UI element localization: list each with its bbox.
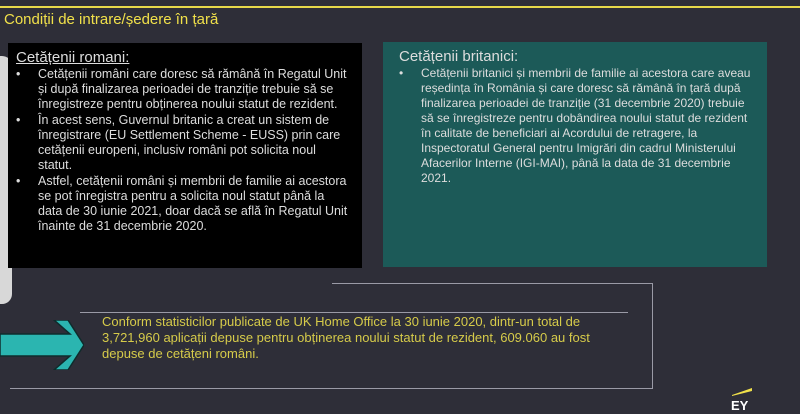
frame-line: [80, 312, 628, 313]
frame-line: [10, 388, 653, 389]
svg-text:EY: EY: [731, 398, 749, 412]
british-heading: Cetățenii britanici:: [399, 48, 519, 65]
list-item: • Cetățenii britanici și membrii de familie ai acestora care aveau reședința în România și care doresc să rămână în țară după finalizarea perioadei de tranziție (31 decembrie 2020) trebuie să se înregistreze pentru dobândirea noului statut de rezident în calitate de beneficiari ai Acordului de retragere, la Inspectoratul General pentru Imigrări din cadrul Ministerului Afacerilor Interne (IGI-MAI), până la data de 31 decembrie 2021.: [399, 66, 757, 186]
frame-line: [652, 283, 653, 389]
list-item: • Astfel, cetățenii români și membrii de familie ai acestora se pot înregistra pentru a solicita noul statut până la data de 30 iunie 2021, doar dacă se află în Regatul Unit înainte de 31 decembrie 2020.: [16, 174, 352, 234]
statistics-note: Conform statisticilor publicate de UK Home Office la 30 iunie 2020, dintr-un total de 3,721,960 aplicații depuse pentru obținerea noului statut de rezident, 609.060 au fost depuse de cetățeni români.: [102, 314, 590, 361]
list-item: • Cetățenii români care doresc să rămână în Regatul Unit și după finalizarea perioadei de tranziție trebuie să se înregistreze pentru obținerea noului statut de rezident.: [16, 67, 352, 112]
british-citizens-panel: [383, 42, 767, 267]
frame-line: [332, 283, 653, 284]
page-title: Condiții de intrare/ședere în țară: [4, 11, 219, 28]
list-item: • În acest sens, Guvernul britanic a creat un sistem de înregistrare (EU Settlement Scheme - EUSS) prin care cetățenii europeni, inclusiv români pot solicita noul statut.: [16, 113, 352, 173]
romanian-heading: Cetățenii romani:: [16, 49, 130, 66]
romanian-citizens-panel: [8, 43, 362, 268]
title-rule: [0, 6, 800, 8]
ey-logo: [730, 386, 754, 412]
arrow-right-icon: [0, 320, 84, 370]
